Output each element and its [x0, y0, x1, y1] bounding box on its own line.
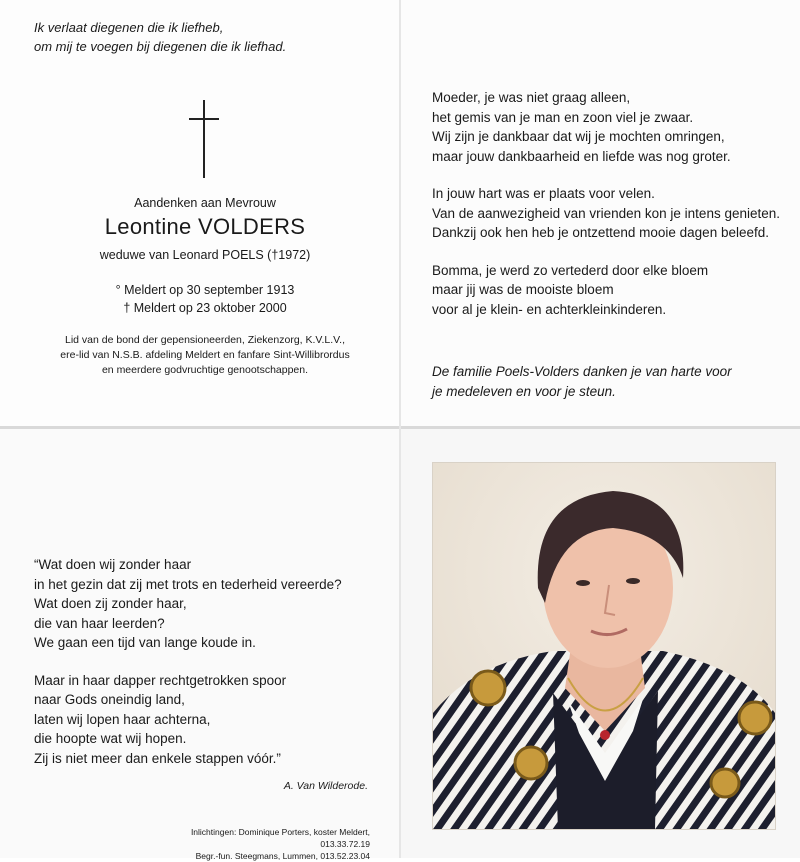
- poem-line: het gemis van je man en zoon viel je zwaar.: [432, 109, 694, 125]
- poem-line: Dankzij ook hen heb je ontzettend mooie dagen beleefd.: [432, 225, 769, 240]
- death-date: † Meldert op 23 oktober 2000: [123, 301, 287, 315]
- deceased-name: Leontine VOLDERS: [104, 214, 306, 239]
- intro-quote: [34, 18, 286, 56]
- poem-line: voor al je klein- en achterkleinkinderen.: [432, 301, 667, 317]
- intro-line-2: om mij te voegen bij diegenen die ik liefhad.: [34, 39, 287, 54]
- poem-left-stanza-1: [34, 555, 342, 653]
- intro-line-1: Ik verlaat diegenen die ik liefheb,: [34, 20, 224, 35]
- poem-left: [34, 555, 342, 786]
- poem-line: Wat doen zij zonder haar,: [34, 596, 187, 611]
- thanks-line-1: De familie Poels-Volders danken je van harte voor: [432, 364, 732, 379]
- poem-line: Maar in haar dapper rechtgetrokken spoor: [34, 672, 287, 688]
- life-dates: [60, 281, 350, 317]
- poem-line: Bomma, je werd zo vertederd door elke bloem: [432, 262, 709, 278]
- vertical-fold: [399, 0, 401, 858]
- poem-line: in het gezin dat zij met trots en tederheid vereerde?: [34, 576, 342, 592]
- poem-line: naar Gods oneindig land,: [34, 692, 185, 707]
- poem-right-stanza-1: [432, 88, 780, 166]
- membership-line-2: ere-lid van N.S.B. afdeling Meldert en fanfare Sint-Willibrordus: [60, 349, 350, 361]
- membership-line-3: en meerdere godvruchtige genootschappen.: [101, 364, 309, 376]
- aandenken-label: Aandenken aan Mevrouw: [134, 196, 276, 210]
- contact-line-2: Begr.-fun. Steegmans, Lummen, 013.52.23.04: [195, 851, 370, 861]
- poem-line: die hoopte wat wij hopen.: [34, 731, 187, 746]
- memberships: [60, 333, 350, 378]
- thanks-line-2: je medeleven en voor je steun.: [432, 383, 616, 399]
- poem-line: Moeder, je was niet graag alleen,: [432, 90, 631, 105]
- contact-info: [150, 826, 370, 862]
- membership-line-1: Lid van de bond der gepensioneerden, Ziekenzorg, K.V.L.V.,: [64, 334, 345, 346]
- widow-of-label: weduwe van Leonard POELS (†1972): [99, 248, 311, 262]
- poem-right-stanza-2: [432, 184, 780, 243]
- birth-date: ° Meldert op 30 september 1913: [115, 283, 295, 297]
- poem-line: laten wij lopen haar achterna,: [34, 711, 211, 727]
- poem-line: In jouw hart was er plaats voor velen.: [432, 186, 655, 201]
- portrait-illustration: [433, 463, 775, 829]
- poem-line: “Wat doen wij zonder haar: [34, 557, 192, 572]
- portrait-photo: [432, 462, 776, 830]
- poem-line: maar jouw dankbaarheid en liefde was nog groter.: [432, 148, 731, 164]
- poem-right-stanza-3: [432, 261, 780, 320]
- poem-line: maar jij was de mooiste bloem: [432, 282, 614, 297]
- poem-line: Zij is niet meer dan enkele stappen vóór.”: [34, 750, 281, 766]
- family-thanks: [432, 362, 732, 401]
- poem-line: die van haar leerden?: [34, 615, 165, 631]
- poem-line: We gaan een tijd van lange koude in.: [34, 635, 256, 650]
- poem-right: [432, 88, 780, 337]
- poem-line: Van de aanwezigheid van vrienden kon je intens genieten.: [432, 205, 781, 221]
- poem-author: A. Van Wilderode.: [283, 780, 368, 792]
- cross-icon: [184, 100, 224, 180]
- poem-left-stanza-2: [34, 671, 342, 769]
- contact-line-1: Inlichtingen: Dominique Porters, koster Meldert, 013.33.72.19: [190, 827, 370, 849]
- poem-line: Wij zijn je dankbaar dat wij je mochten omringen,: [432, 129, 725, 144]
